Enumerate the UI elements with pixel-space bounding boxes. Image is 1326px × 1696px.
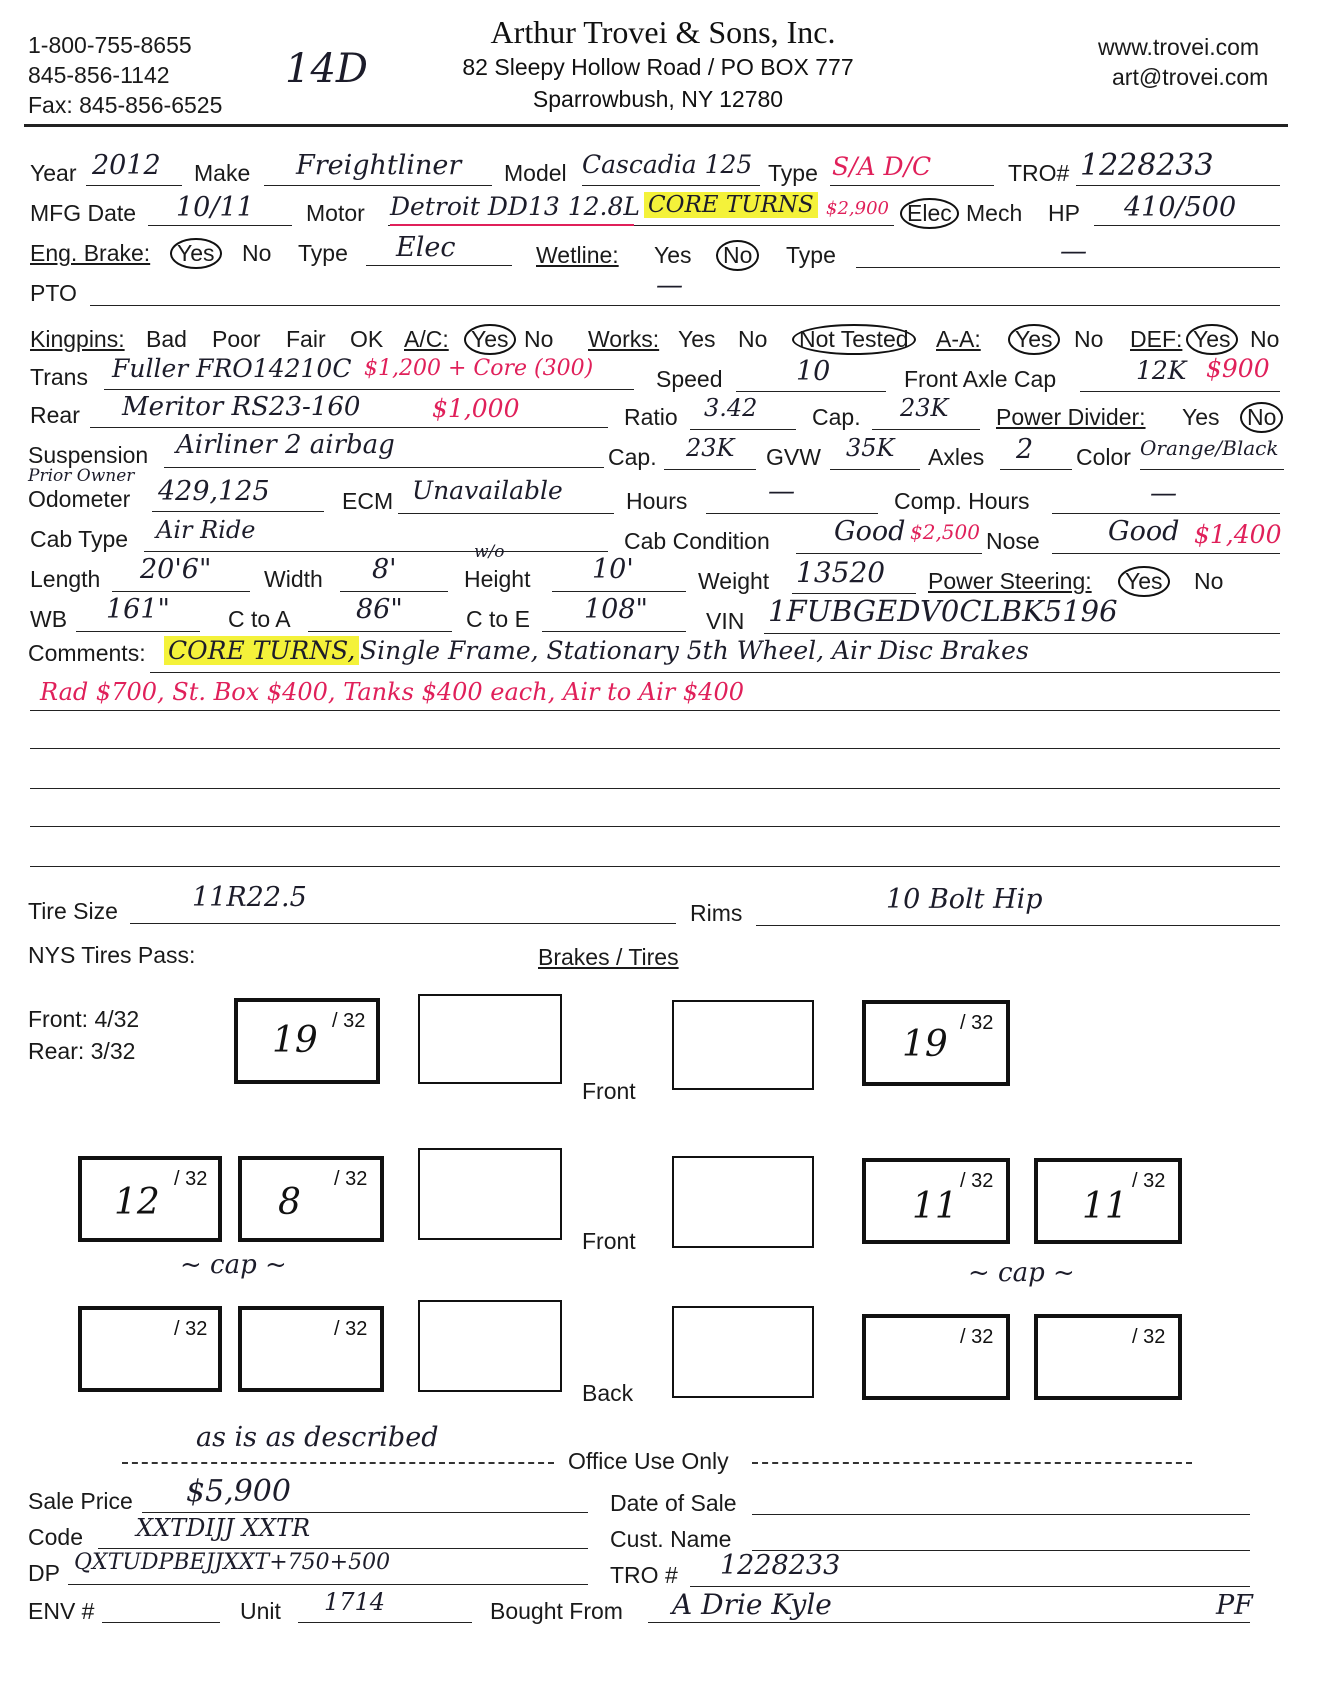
vin-value: 1FUBGEDV0CLBK5196 xyxy=(768,594,1118,628)
comments-line-1 xyxy=(150,672,1280,673)
susp-cap-label: Cap. xyxy=(608,444,657,470)
motor-value: Detroit DD13 12.8L xyxy=(390,192,640,221)
axles-line xyxy=(1000,469,1072,470)
rear-price: $1,000 xyxy=(432,394,520,423)
elec-option[interactable]: Elec xyxy=(900,198,959,229)
odometer-line xyxy=(152,511,324,512)
height-value: 10' xyxy=(592,554,634,585)
tire-value-mid-right-inner: 11 xyxy=(912,1186,958,1227)
unit-label: Unit xyxy=(240,1598,281,1624)
dp-label: DP xyxy=(28,1560,60,1586)
power-steering-label: Power Steering: xyxy=(928,568,1092,594)
weight-value: 13520 xyxy=(796,556,886,589)
cab-type-value: Air Ride xyxy=(156,516,256,544)
trans-price: $1,200 + Core (300) xyxy=(364,356,594,381)
year-label: Year xyxy=(30,160,77,186)
cab-condition-value: Good xyxy=(834,516,906,547)
hp-line xyxy=(1094,225,1280,226)
cab-condition-label: Cab Condition xyxy=(624,528,770,554)
pto-label: PTO xyxy=(30,280,77,306)
works-label: Works: xyxy=(588,326,660,352)
color-value: Orange/Black xyxy=(1140,436,1279,460)
tire-size-value: 11R22.5 xyxy=(192,882,307,913)
color-label: Color xyxy=(1076,444,1131,470)
as-is-note: as is as described xyxy=(196,1422,439,1453)
kingpins-poor[interactable]: Poor xyxy=(212,326,261,352)
c-to-a-value: 86" xyxy=(356,594,403,625)
sale-price-value: $5,900 xyxy=(186,1474,291,1509)
ac-no[interactable]: No xyxy=(524,326,554,352)
type-line xyxy=(830,185,994,186)
front-label-1: Front xyxy=(582,1078,636,1104)
tire-size-label: Tire Size xyxy=(28,898,118,924)
dp-value: QXTUDPBEJJXXT+750+500 xyxy=(74,1550,391,1575)
cap-note-right: ~ cap ~ xyxy=(968,1258,1075,1288)
ratio-label: Ratio xyxy=(624,404,678,430)
tire-value-mid-right-outer: 11 xyxy=(1082,1186,1128,1227)
year-line xyxy=(86,185,182,186)
vin-label: VIN xyxy=(706,608,745,634)
date-of-sale-line xyxy=(752,1514,1250,1515)
aa-label: A-A: xyxy=(936,326,981,352)
office-dash-left xyxy=(122,1462,554,1464)
scribble-note: 14D xyxy=(285,46,368,92)
comp-hours-line xyxy=(1052,513,1280,514)
back-label: Back xyxy=(582,1380,634,1406)
bought-from-label: Bought From xyxy=(490,1598,623,1624)
tire-frac-back-right-outer: / 32 xyxy=(1132,1326,1166,1348)
comments-line-4 xyxy=(30,788,1280,789)
wb-line xyxy=(76,631,200,632)
height-line xyxy=(552,591,686,592)
cab-type-line xyxy=(144,551,608,552)
suspension-line xyxy=(164,467,604,468)
speed-value: 10 xyxy=(796,356,831,387)
nose-price: $1,400 xyxy=(1194,520,1282,549)
cap-note-left: ~ cap ~ xyxy=(180,1250,287,1280)
email: art@trovei.com xyxy=(1112,64,1269,90)
cust-name-label: Cust. Name xyxy=(610,1526,732,1552)
wetline-type-line xyxy=(856,267,1280,268)
rims-line xyxy=(756,925,1280,926)
wetline-type-value: — xyxy=(1060,236,1087,267)
make-label: Make xyxy=(194,160,251,186)
tire-value-mid-left-inner: 8 xyxy=(278,1182,301,1223)
front-axle-price: $900 xyxy=(1206,354,1270,383)
height-label: Height xyxy=(464,566,531,592)
fax: Fax: 845-856-6525 xyxy=(28,92,223,118)
vin-line xyxy=(764,633,1280,634)
rims-value: 10 Bolt Hip xyxy=(886,884,1043,915)
type-value: S/A D/C xyxy=(832,152,932,181)
gvw-label: GVW xyxy=(766,444,821,470)
def-no[interactable]: No xyxy=(1250,326,1280,352)
tire-value-mid-left-outer: 12 xyxy=(114,1182,160,1223)
pto-line xyxy=(90,305,1280,306)
front-min-tread: Front: 4/32 xyxy=(28,1006,140,1032)
height-note: w/o xyxy=(474,542,505,562)
front-label-2: Front xyxy=(582,1228,636,1254)
code-line xyxy=(98,1548,588,1549)
kingpins-label: Kingpins: xyxy=(30,326,125,352)
initials: PF xyxy=(1216,1590,1253,1621)
hp-label: HP xyxy=(1048,200,1080,226)
gvw-line xyxy=(830,469,920,470)
trans-value: Fuller FRO14210C xyxy=(112,354,352,383)
brake-box-back-right[interactable] xyxy=(672,1306,814,1398)
prior-owner-note: Prior Owner xyxy=(28,466,135,486)
rear-cap-label: Cap. xyxy=(812,404,861,430)
wb-value: 161" xyxy=(106,594,170,625)
comments-label: Comments: xyxy=(28,640,146,666)
comments-prices: Rad $700, St. Box $400, Tanks $400 each, Air to Air $400 xyxy=(40,678,744,706)
comp-hours-value: — xyxy=(1150,478,1177,509)
tire-value-front-left: 19 xyxy=(272,1020,318,1061)
comp-hours-label: Comp. Hours xyxy=(894,488,1030,514)
ratio-line xyxy=(690,429,796,430)
kingpins-bad[interactable]: Bad xyxy=(146,326,187,352)
ecm-line xyxy=(398,513,614,514)
rear-label: Rear xyxy=(30,402,80,428)
color-line xyxy=(1140,469,1284,470)
ac-yes[interactable]: Yes xyxy=(464,324,516,355)
c-to-a-label: C to A xyxy=(228,606,291,632)
eng-brake-type-label: Type xyxy=(298,240,348,266)
front-axle-cap-value: 12K xyxy=(1136,356,1187,385)
rims-label: Rims xyxy=(690,900,743,926)
c-to-a-line xyxy=(308,631,452,632)
wetline-label: Wetline: xyxy=(536,242,619,268)
model-value: Cascadia 125 xyxy=(582,150,753,179)
gvw-value: 35K xyxy=(846,434,895,462)
brake-box-front-right[interactable] xyxy=(672,1000,814,1090)
odometer-label: Odometer xyxy=(28,486,131,512)
tro-line xyxy=(1076,185,1280,186)
hours-label: Hours xyxy=(626,488,688,514)
pto-value: — xyxy=(656,270,683,301)
motor-red-underline xyxy=(390,224,634,226)
company-name: Arthur Trovei & Sons, Inc. xyxy=(490,14,836,50)
mfg-date-line xyxy=(148,225,292,226)
tire-value-front-right: 19 xyxy=(902,1024,948,1065)
website: www.trovei.com xyxy=(1098,34,1260,60)
phone-1: 1-800-755-8655 xyxy=(28,32,192,58)
tire-frac-back-right-inner: / 32 xyxy=(960,1326,994,1348)
rear-cap-value: 23K xyxy=(900,394,949,422)
env-label: ENV # xyxy=(28,1598,95,1624)
dp-line xyxy=(68,1584,588,1585)
eng-brake-label: Eng. Brake: xyxy=(30,240,151,266)
wetline-yes[interactable]: Yes xyxy=(654,242,692,268)
tire-frac-back-left-inner: / 32 xyxy=(334,1318,368,1340)
wb-label: WB xyxy=(30,606,68,632)
ac-label: A/C: xyxy=(404,326,449,352)
tire-frac-mid-right-outer: / 32 xyxy=(1132,1170,1166,1192)
power-steering-no[interactable]: No xyxy=(1194,568,1224,594)
eng-brake-no[interactable]: No xyxy=(242,240,272,266)
model-label: Model xyxy=(504,160,567,186)
tire-frac-back-left-outer: / 32 xyxy=(174,1318,208,1340)
eng-brake-type-value: Elec xyxy=(396,232,456,263)
type-label: Type xyxy=(768,160,818,186)
sale-price-label: Sale Price xyxy=(28,1488,133,1514)
length-value: 20'6" xyxy=(140,554,212,585)
c-to-e-value: 108" xyxy=(584,594,648,625)
tire-size-line xyxy=(130,923,676,924)
mech-option[interactable]: Mech xyxy=(966,200,1023,226)
odometer-value: 429,125 xyxy=(158,476,270,507)
comments-line-6 xyxy=(30,866,1280,867)
speed-line xyxy=(736,391,886,392)
suspension-label: Suspension xyxy=(28,442,149,468)
trans-line xyxy=(104,389,634,390)
works-not-tested[interactable]: Not Tested xyxy=(792,324,916,355)
length-label: Length xyxy=(30,566,101,592)
brake-box-back-left[interactable] xyxy=(418,1300,562,1392)
brake-box-front-left[interactable] xyxy=(418,994,562,1084)
address-line-1: 82 Sleepy Hollow Road / PO BOX 777 xyxy=(462,54,854,80)
wetline-no[interactable]: No xyxy=(716,240,759,271)
power-divider-no[interactable]: No xyxy=(1240,402,1283,433)
hours-value: — xyxy=(768,476,795,507)
nose-label: Nose xyxy=(986,528,1040,554)
brake-box-mid-left[interactable] xyxy=(418,1148,562,1240)
speed-label: Speed xyxy=(656,366,723,392)
def-label: DEF: xyxy=(1130,326,1183,352)
eng-brake-type-line xyxy=(366,265,512,266)
nose-line xyxy=(1052,553,1280,554)
kingpins-fair[interactable]: Fair xyxy=(286,326,326,352)
tro-hash-label: TRO # xyxy=(610,1562,678,1588)
tro-label: TRO# xyxy=(1008,160,1070,186)
c-to-e-label: C to E xyxy=(466,606,530,632)
code-label: Code xyxy=(28,1524,83,1550)
works-yes[interactable]: Yes xyxy=(678,326,716,352)
susp-cap-value: 23K xyxy=(686,434,735,462)
phone-2: 845-856-1142 xyxy=(28,62,170,88)
trans-label: Trans xyxy=(30,364,88,390)
axles-label: Axles xyxy=(928,444,985,470)
aa-yes[interactable]: Yes xyxy=(1008,324,1060,355)
nys-tires-pass-label: NYS Tires Pass: xyxy=(28,942,196,968)
eng-brake-yes[interactable]: Yes xyxy=(170,238,222,269)
cab-price: $2,500 xyxy=(910,520,980,544)
susp-cap-line xyxy=(664,469,756,470)
make-line xyxy=(264,185,492,186)
c-to-e-line xyxy=(542,631,686,632)
comments-line-2 xyxy=(30,710,1280,711)
comments-line-5 xyxy=(30,826,1280,827)
year-value: 2012 xyxy=(92,150,161,181)
brake-box-mid-right[interactable] xyxy=(672,1156,814,1248)
comments-core-turns: CORE TURNS, xyxy=(164,636,359,665)
length-line xyxy=(112,591,250,592)
sale-price-line xyxy=(142,1512,588,1513)
cab-condition-line xyxy=(796,553,982,554)
rear-value: Meritor RS23-160 xyxy=(122,392,361,422)
rear-min-tread: Rear: 3/32 xyxy=(28,1038,136,1064)
motor-price: $2,900 xyxy=(826,198,889,219)
comments-line-3 xyxy=(30,748,1280,749)
tire-frac-mid-left-inner: / 32 xyxy=(334,1168,368,1190)
hp-value: 410/500 xyxy=(1124,192,1237,223)
ratio-value: 3.42 xyxy=(704,394,758,422)
weight-label: Weight xyxy=(698,568,770,594)
env-line xyxy=(102,1622,220,1623)
tire-frac-front-left: / 32 xyxy=(332,1010,366,1032)
suspension-value: Airliner 2 airbag xyxy=(176,430,395,460)
header-divider xyxy=(24,124,1288,127)
front-axle-cap-label: Front Axle Cap xyxy=(904,366,1057,392)
motor-label: Motor xyxy=(306,200,365,226)
tire-frac-mid-left-outer: / 32 xyxy=(174,1168,208,1190)
tire-frac-mid-right-inner: / 32 xyxy=(960,1170,994,1192)
works-no[interactable]: No xyxy=(738,326,768,352)
office-dash-right xyxy=(752,1462,1192,1464)
def-yes[interactable]: Yes xyxy=(1186,324,1238,355)
comments-text: Single Frame, Stationary 5th Wheel, Air Disc Brakes xyxy=(360,636,1029,665)
aa-no[interactable]: No xyxy=(1074,326,1104,352)
code-value: XXTDIJJ XXTR xyxy=(136,1514,311,1542)
wetline-type-label: Type xyxy=(786,242,836,268)
unit-line xyxy=(298,1622,472,1623)
tro-value: 1228233 xyxy=(1080,148,1214,183)
bought-from-line xyxy=(648,1622,1250,1623)
motor-core-turns: CORE TURNS xyxy=(644,192,818,218)
tire-frac-front-right: / 32 xyxy=(960,1012,994,1034)
kingpins-ok[interactable]: OK xyxy=(350,326,384,352)
power-divider-yes[interactable]: Yes xyxy=(1182,404,1220,430)
nose-value: Good xyxy=(1108,516,1180,547)
unit-value: 1714 xyxy=(324,1588,386,1616)
ecm-label: ECM xyxy=(342,488,394,514)
rear-line xyxy=(90,427,608,428)
make-value: Freightliner xyxy=(296,150,462,181)
power-divider-label: Power Divider: xyxy=(996,404,1146,430)
rear-cap-line xyxy=(872,429,980,430)
brakes-tires-heading: Brakes / Tires xyxy=(538,944,679,970)
tro-hash-line xyxy=(690,1586,1250,1587)
tro-hash-value: 1228233 xyxy=(720,1550,841,1581)
front-axle-cap-line xyxy=(1080,391,1280,392)
ecm-value: Unavailable xyxy=(412,476,563,505)
axles-value: 2 xyxy=(1016,434,1034,465)
date-of-sale-label: Date of Sale xyxy=(610,1490,737,1516)
width-line xyxy=(340,591,448,592)
address-line-2: Sparrowbush, NY 12780 xyxy=(532,86,784,112)
power-steering-yes[interactable]: Yes xyxy=(1118,566,1170,597)
bought-from-value: A Drie Kyle xyxy=(672,1588,832,1621)
office-use-only-label: Office Use Only xyxy=(568,1448,729,1474)
hours-line xyxy=(706,513,878,514)
mfg-date-value: 10/11 xyxy=(176,192,254,223)
cab-type-label: Cab Type xyxy=(30,526,129,552)
model-line xyxy=(582,185,760,186)
width-value: 8' xyxy=(372,554,397,585)
mfg-date-label: MFG Date xyxy=(30,200,137,226)
width-label: Width xyxy=(264,566,323,592)
